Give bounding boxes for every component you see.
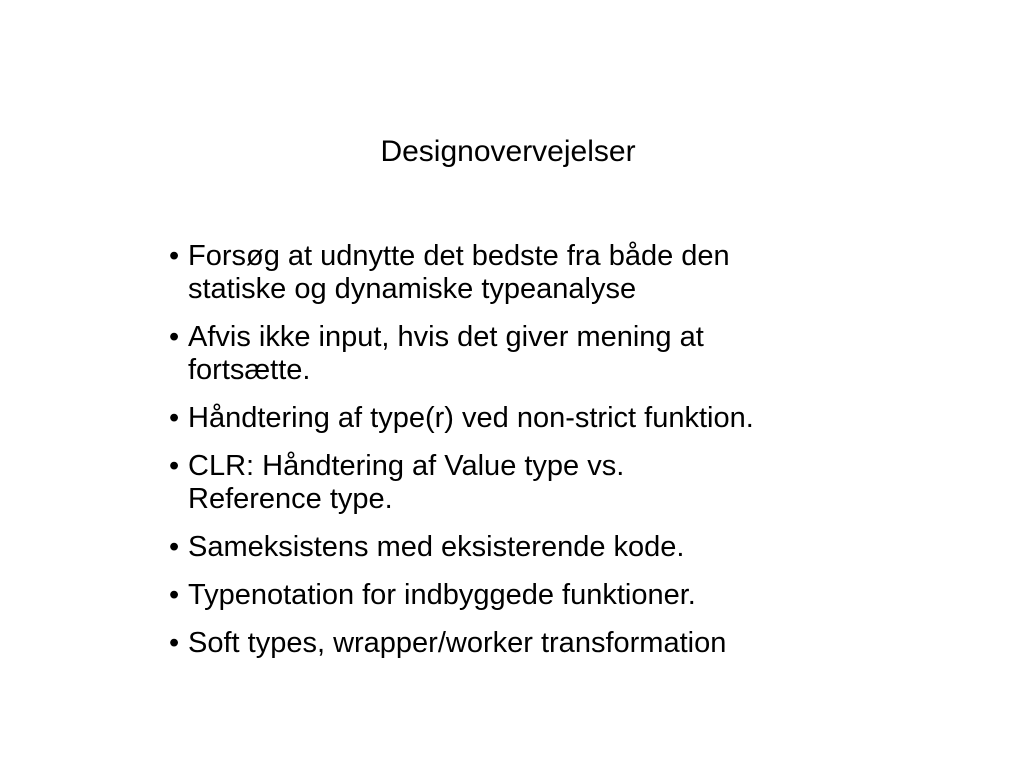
bullet-text-line: Håndtering af type(r) ved non-strict funktion. xyxy=(188,402,754,434)
bullet-icon: • xyxy=(169,531,180,563)
bullet-text-line: Afvis ikke input, hvis det giver mening at xyxy=(188,321,704,353)
slide-title: Designovervejelser xyxy=(380,135,636,168)
bullet-text-line: Forsøg at udnytte det bedste fra både den xyxy=(188,240,730,272)
bullet-text-line: Soft types, wrapper/worker transformation xyxy=(188,627,727,659)
bullet-icon: • xyxy=(169,240,180,272)
bullet-item-2 xyxy=(169,321,889,387)
bullet-icon: • xyxy=(169,402,180,434)
bullet-item-7 xyxy=(169,627,889,660)
bullet-list xyxy=(169,240,889,675)
bullet-item-5 xyxy=(169,531,889,564)
bullet-item-3 xyxy=(169,402,889,435)
bullet-icon: • xyxy=(169,627,180,659)
bullet-item-6 xyxy=(169,579,889,612)
bullet-icon: • xyxy=(169,321,180,353)
bullet-item-1 xyxy=(169,240,889,306)
bullet-text-line: statiske og dynamiske typeanalyse xyxy=(188,273,637,305)
bullet-item-4 xyxy=(169,450,889,516)
bullet-text-line: fortsætte. xyxy=(188,354,311,386)
bullet-icon: • xyxy=(169,450,180,482)
bullet-text-line: CLR: Håndtering af Value type vs. xyxy=(188,450,625,482)
bullet-text-line: Sameksistens med eksisterende kode. xyxy=(188,531,685,563)
bullet-text-line: Typenotation for indbyggede funktioner. xyxy=(188,579,696,611)
bullet-text-line: Reference type. xyxy=(188,483,393,515)
bullet-icon: • xyxy=(169,579,180,611)
